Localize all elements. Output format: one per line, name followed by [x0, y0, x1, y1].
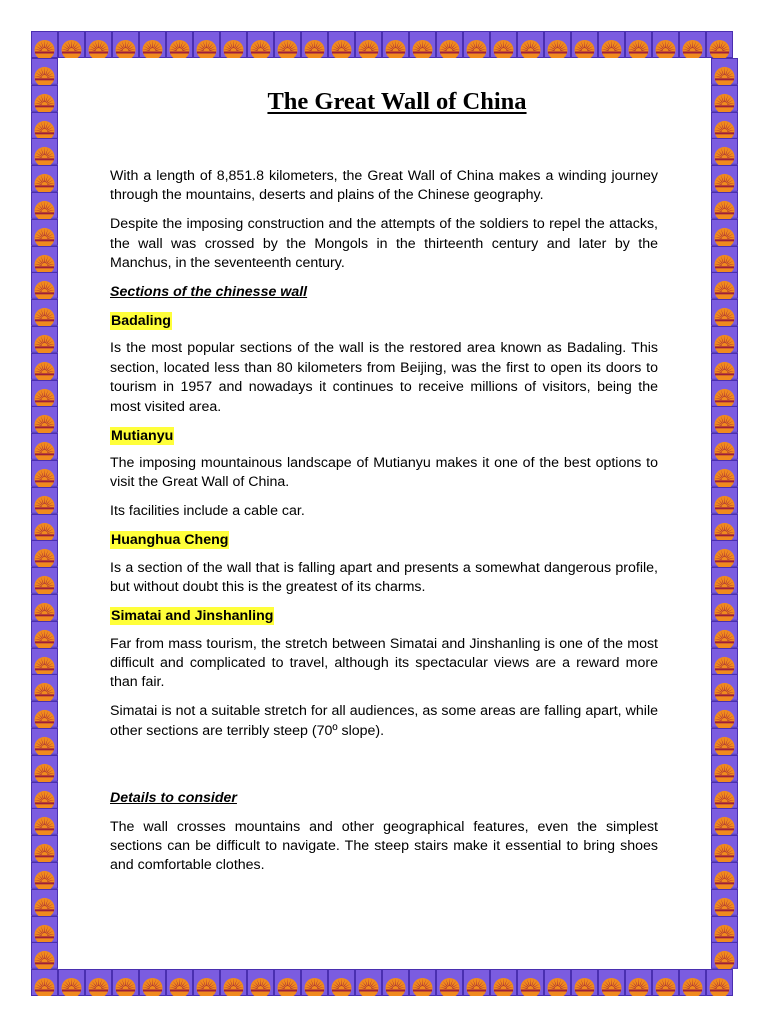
fan-ornament-icon [652, 969, 679, 996]
fan-ornament-icon [711, 165, 738, 192]
fan-ornament-icon [711, 594, 738, 621]
fan-ornament-icon [598, 969, 625, 996]
fan-ornament-icon [166, 969, 193, 996]
fan-ornament-icon [31, 728, 58, 755]
fan-ornament-icon [711, 942, 738, 969]
vertical-spacer [110, 751, 658, 789]
fan-ornament-icon [31, 246, 58, 273]
section-mutianyu [110, 427, 658, 522]
fan-ornament-icon [31, 299, 58, 326]
fan-ornament-icon [711, 808, 738, 835]
fan-ornament-icon [31, 835, 58, 862]
fan-ornament-icon [31, 916, 58, 943]
fan-ornament-icon [598, 31, 625, 58]
fan-ornament-icon [711, 299, 738, 326]
fan-ornament-icon [58, 969, 85, 996]
fan-ornament-icon [711, 380, 738, 407]
fan-ornament-icon [711, 728, 738, 755]
fan-ornament-icon [711, 326, 738, 353]
fan-ornament-icon [301, 31, 328, 58]
fan-ornament-icon [31, 380, 58, 407]
details-paragraph: The wall crosses mountains and other geographical features, even the simplest sections can be difficult to navigate. The steep stairs make it essential to bring shoes and comfortable clothes. [110, 818, 658, 874]
fan-ornament-icon [711, 701, 738, 728]
fan-ornament-icon [220, 969, 247, 996]
fan-ornament-icon [625, 31, 652, 58]
fan-ornament-icon [31, 514, 58, 541]
intro-paragraph-1: With a length of 8,851.8 kilometers, the Great Wall of China makes a winding journey through the mountains, deserts and plains of the Chinese geography. [110, 168, 658, 204]
document-body [110, 85, 658, 885]
fan-ornament-icon [711, 782, 738, 809]
fan-ornament-icon [31, 138, 58, 165]
fan-ornament-icon [31, 862, 58, 889]
fan-ornament-icon [544, 31, 571, 58]
fan-ornament-icon [31, 353, 58, 380]
fan-ornament-icon [571, 31, 598, 58]
section-title-huanghua-cheng: Huanghua Cheng [111, 532, 229, 549]
decorative-border-right [711, 58, 738, 969]
section-paragraph: Simatai is not a suitable stretch for all audiences, as some areas are falling apart, while other sections are terribly steep (70º slope). [110, 703, 658, 739]
fan-ornament-icon [112, 31, 139, 58]
fan-ornament-icon [31, 326, 58, 353]
fan-ornament-icon [58, 31, 85, 58]
fan-ornament-icon [711, 353, 738, 380]
fan-ornament-icon [711, 862, 738, 889]
fan-ornament-icon [31, 219, 58, 246]
fan-ornament-icon [31, 648, 58, 675]
section-paragraph: Its facilities include a cable car. [110, 503, 305, 520]
fan-ornament-icon [571, 969, 598, 996]
fan-ornament-icon [711, 85, 738, 112]
fan-ornament-icon [463, 31, 490, 58]
fan-ornament-icon [31, 889, 58, 916]
fan-ornament-icon [711, 112, 738, 139]
fan-ornament-icon [711, 648, 738, 675]
fan-ornament-icon [274, 31, 301, 58]
fan-ornament-icon [166, 31, 193, 58]
fan-ornament-icon [711, 674, 738, 701]
fan-ornament-icon [711, 406, 738, 433]
fan-ornament-icon [463, 969, 490, 996]
fan-ornament-icon [517, 31, 544, 58]
sections-heading: Sections of the chinesse wall [110, 284, 308, 301]
fan-ornament-icon [711, 755, 738, 782]
fan-ornament-icon [31, 165, 58, 192]
decorative-border-left [31, 58, 58, 969]
fan-ornament-icon [112, 969, 139, 996]
fan-ornament-icon [706, 31, 733, 58]
fan-ornament-icon [31, 674, 58, 701]
fan-ornament-icon [274, 969, 301, 996]
page-title: The Great Wall of China [267, 88, 527, 115]
fan-ornament-icon [139, 31, 166, 58]
fan-ornament-icon [711, 835, 738, 862]
fan-ornament-icon [652, 31, 679, 58]
fan-ornament-icon [711, 192, 738, 219]
fan-ornament-icon [544, 969, 571, 996]
fan-ornament-icon [711, 567, 738, 594]
fan-ornament-icon [139, 969, 166, 996]
fan-ornament-icon [31, 969, 58, 996]
fan-ornament-icon [31, 272, 58, 299]
section-huanghua-cheng [110, 531, 658, 597]
fan-ornament-icon [711, 916, 738, 943]
fan-ornament-icon [31, 85, 58, 112]
fan-ornament-icon [711, 272, 738, 299]
fan-ornament-icon [382, 969, 409, 996]
fan-ornament-icon [355, 31, 382, 58]
fan-ornament-icon [328, 969, 355, 996]
fan-ornament-icon [193, 31, 220, 58]
fan-ornament-icon [301, 969, 328, 996]
fan-ornament-icon [711, 433, 738, 460]
fan-ornament-icon [247, 969, 274, 996]
decorative-border-bottom [31, 969, 738, 996]
fan-ornament-icon [31, 487, 58, 514]
fan-ornament-icon [711, 219, 738, 246]
section-paragraph: Is the most popular sections of the wall is the restored area known as Badaling. This section, located less than 80 kilometers from Beijing, was the first to open its doors to tourism in 1957 and nowadays it continues to receive millions of visitors, being the most visited area. [110, 340, 658, 415]
fan-ornament-icon [706, 969, 733, 996]
section-title-simatai-jinshanling: Simatai and Jinshanling [111, 608, 274, 625]
fan-ornament-icon [382, 31, 409, 58]
fan-ornament-icon [409, 969, 436, 996]
fan-ornament-icon [31, 701, 58, 728]
fan-ornament-icon [247, 31, 274, 58]
section-simatai-jinshanling [110, 607, 658, 741]
fan-ornament-icon [31, 460, 58, 487]
fan-ornament-icon [517, 969, 544, 996]
fan-ornament-icon [436, 969, 463, 996]
section-badaling [110, 312, 658, 417]
fan-ornament-icon [85, 31, 112, 58]
section-paragraph: The imposing mountainous landscape of Mutianyu makes it one of the best options to visit the Great Wall of China. [110, 455, 658, 491]
fan-ornament-icon [679, 969, 706, 996]
fan-ornament-icon [31, 567, 58, 594]
fan-ornament-icon [679, 31, 706, 58]
fan-ornament-icon [220, 31, 247, 58]
fan-ornament-icon [711, 246, 738, 273]
fan-ornament-icon [31, 433, 58, 460]
fan-ornament-icon [711, 138, 738, 165]
fan-ornament-icon [436, 31, 463, 58]
decorative-border-top [31, 31, 738, 58]
section-paragraph: Is a section of the wall that is falling apart and presents a somewhat dangerous profile, but without doubt this is the greatest of its charms. [110, 559, 658, 596]
details-heading: Details to consider [110, 789, 237, 806]
fan-ornament-icon [711, 514, 738, 541]
fan-ornament-icon [490, 31, 517, 58]
section-title-badaling: Badaling [111, 312, 171, 329]
fan-ornament-icon [711, 460, 738, 487]
fan-ornament-icon [711, 889, 738, 916]
fan-ornament-icon [490, 969, 517, 996]
fan-ornament-icon [31, 942, 58, 969]
fan-ornament-icon [355, 969, 382, 996]
fan-ornament-icon [85, 969, 112, 996]
fan-ornament-icon [711, 621, 738, 648]
fan-ornament-icon [625, 969, 652, 996]
fan-ornament-icon [31, 621, 58, 648]
section-title-mutianyu: Mutianyu [111, 427, 174, 444]
fan-ornament-icon [31, 58, 58, 85]
fan-ornament-icon [31, 808, 58, 835]
fan-ornament-icon [711, 58, 738, 85]
fan-ornament-icon [31, 112, 58, 139]
fan-ornament-icon [31, 192, 58, 219]
fan-ornament-icon [409, 31, 436, 58]
fan-ornament-icon [193, 969, 220, 996]
fan-ornament-icon [31, 782, 58, 809]
section-paragraph: Far from mass tourism, the stretch between Simatai and Jinshanling is one of the most difficult and complicated to travel, although its spectacular views are a reward more than fair. [110, 635, 658, 691]
fan-ornament-icon [711, 540, 738, 567]
fan-ornament-icon [31, 406, 58, 433]
intro-paragraph-2: Despite the imposing construction and the attempts of the soldiers to repel the attacks, the wall was crossed by the Mongols in the thirteenth century and later by the Manchus, in the seventeenth century. [110, 216, 658, 272]
fan-ornament-icon [711, 487, 738, 514]
fan-ornament-icon [31, 594, 58, 621]
fan-ornament-icon [31, 540, 58, 567]
fan-ornament-icon [31, 755, 58, 782]
fan-ornament-icon [31, 31, 58, 58]
fan-ornament-icon [328, 31, 355, 58]
